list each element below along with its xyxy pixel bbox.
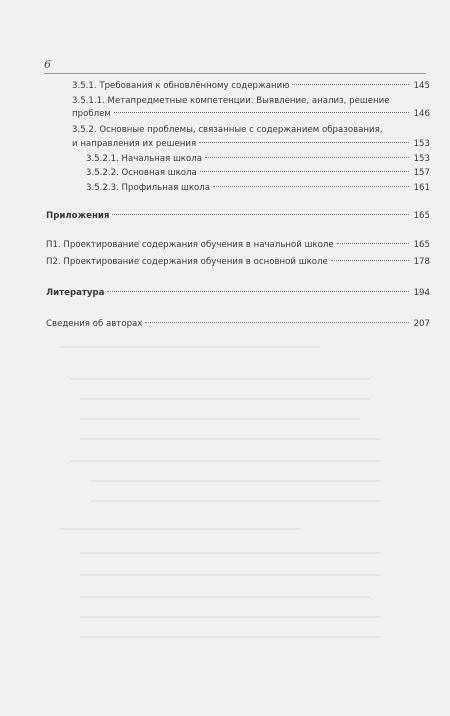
toc-entry-page: 153	[413, 139, 430, 149]
toc-entry-page: 153	[413, 154, 430, 164]
toc-leader-dots	[107, 291, 409, 292]
toc-entry-p1[interactable]	[46, 239, 430, 251]
toc-entry-title: П1. Проектирование содержания обучения в начальной школе	[46, 240, 334, 250]
toc-leader-dots	[213, 186, 409, 187]
toc-entry-3-5-1[interactable]	[72, 80, 430, 92]
toc-entry-title: Приложения	[46, 211, 110, 221]
toc-entry-literature[interactable]	[46, 287, 430, 299]
toc-entry-appendices[interactable]	[46, 210, 430, 222]
toc-entry-title: проблем	[72, 109, 111, 119]
toc-entry-3-5-2-1[interactable]	[86, 153, 430, 165]
header-rule	[44, 73, 426, 74]
page-number: 6	[44, 58, 51, 71]
toc-leader-dots	[337, 243, 409, 244]
bleed-through-mark	[70, 460, 380, 462]
toc-entry-3-5-2-3[interactable]	[86, 182, 430, 194]
toc-leader-dots	[199, 142, 409, 143]
toc-entry-page: 165	[413, 211, 430, 221]
toc-entry-title: и направления их решения	[72, 139, 197, 149]
toc-entry-title: 3.5.1. Требования к обновлённому содержанию	[72, 81, 290, 91]
bleed-through-mark	[80, 438, 380, 440]
toc-entry-page: 178	[413, 257, 430, 267]
toc-leader-dots	[205, 157, 409, 158]
toc-entry-page: 157	[413, 168, 430, 178]
bleed-through-mark	[60, 528, 300, 530]
bleed-through-mark	[80, 552, 380, 554]
toc-entry-page: 145	[413, 81, 430, 91]
toc-entry-page: 161	[413, 183, 430, 193]
bleed-through-mark	[80, 398, 370, 400]
toc-leader-dots	[292, 84, 409, 85]
bleed-through-mark	[80, 596, 370, 598]
toc-entry-page: 194	[413, 288, 430, 298]
toc-leader-dots	[200, 171, 409, 172]
toc-entry-title: 3.5.2.3. Профильная школа	[86, 183, 211, 193]
bleed-through-mark	[80, 616, 380, 618]
toc-leader-dots	[331, 260, 409, 261]
toc-leader-dots	[114, 112, 409, 113]
toc-entry-title: 3.5.2.1. Начальная школа	[86, 154, 203, 164]
toc-entry-3-5-2-line1[interactable]: 3.5.2. Основные проблемы, связанные с содержанием образования,	[72, 125, 383, 135]
bleed-through-mark	[80, 574, 380, 576]
toc-entry-page: 165	[413, 240, 430, 250]
toc-leader-dots	[145, 322, 409, 323]
bleed-through-mark	[80, 636, 380, 638]
bleed-through-mark	[80, 418, 360, 420]
toc-entry-3-5-1-1-line1[interactable]: 3.5.1.1. Метапредметные компетенции. Выявление, анализ, решение	[72, 96, 390, 106]
toc-entry-authors[interactable]	[46, 318, 430, 330]
bleed-through-mark	[90, 480, 380, 482]
toc-entry-3-5-2-2[interactable]	[86, 167, 430, 179]
toc-entry-title: Литература	[46, 288, 105, 298]
toc-entry-title: 3.5.2.2. Основная школа	[86, 168, 197, 178]
toc-entry-title: П2. Проектирование содержания обучения в основной школе	[46, 257, 328, 267]
toc-entry-p2[interactable]	[46, 256, 430, 268]
toc-entry-title: Сведения об авторах	[46, 319, 143, 329]
toc-entry-3-5-2[interactable]	[72, 138, 430, 150]
toc-entry-3-5-1-1[interactable]	[72, 108, 430, 120]
toc-leader-dots	[112, 214, 409, 215]
bleed-through-mark	[90, 500, 380, 502]
toc-entry-page: 207	[413, 319, 430, 329]
bleed-through-mark	[70, 378, 370, 380]
bleed-through-mark	[60, 346, 320, 348]
toc-entry-page: 146	[413, 109, 430, 119]
